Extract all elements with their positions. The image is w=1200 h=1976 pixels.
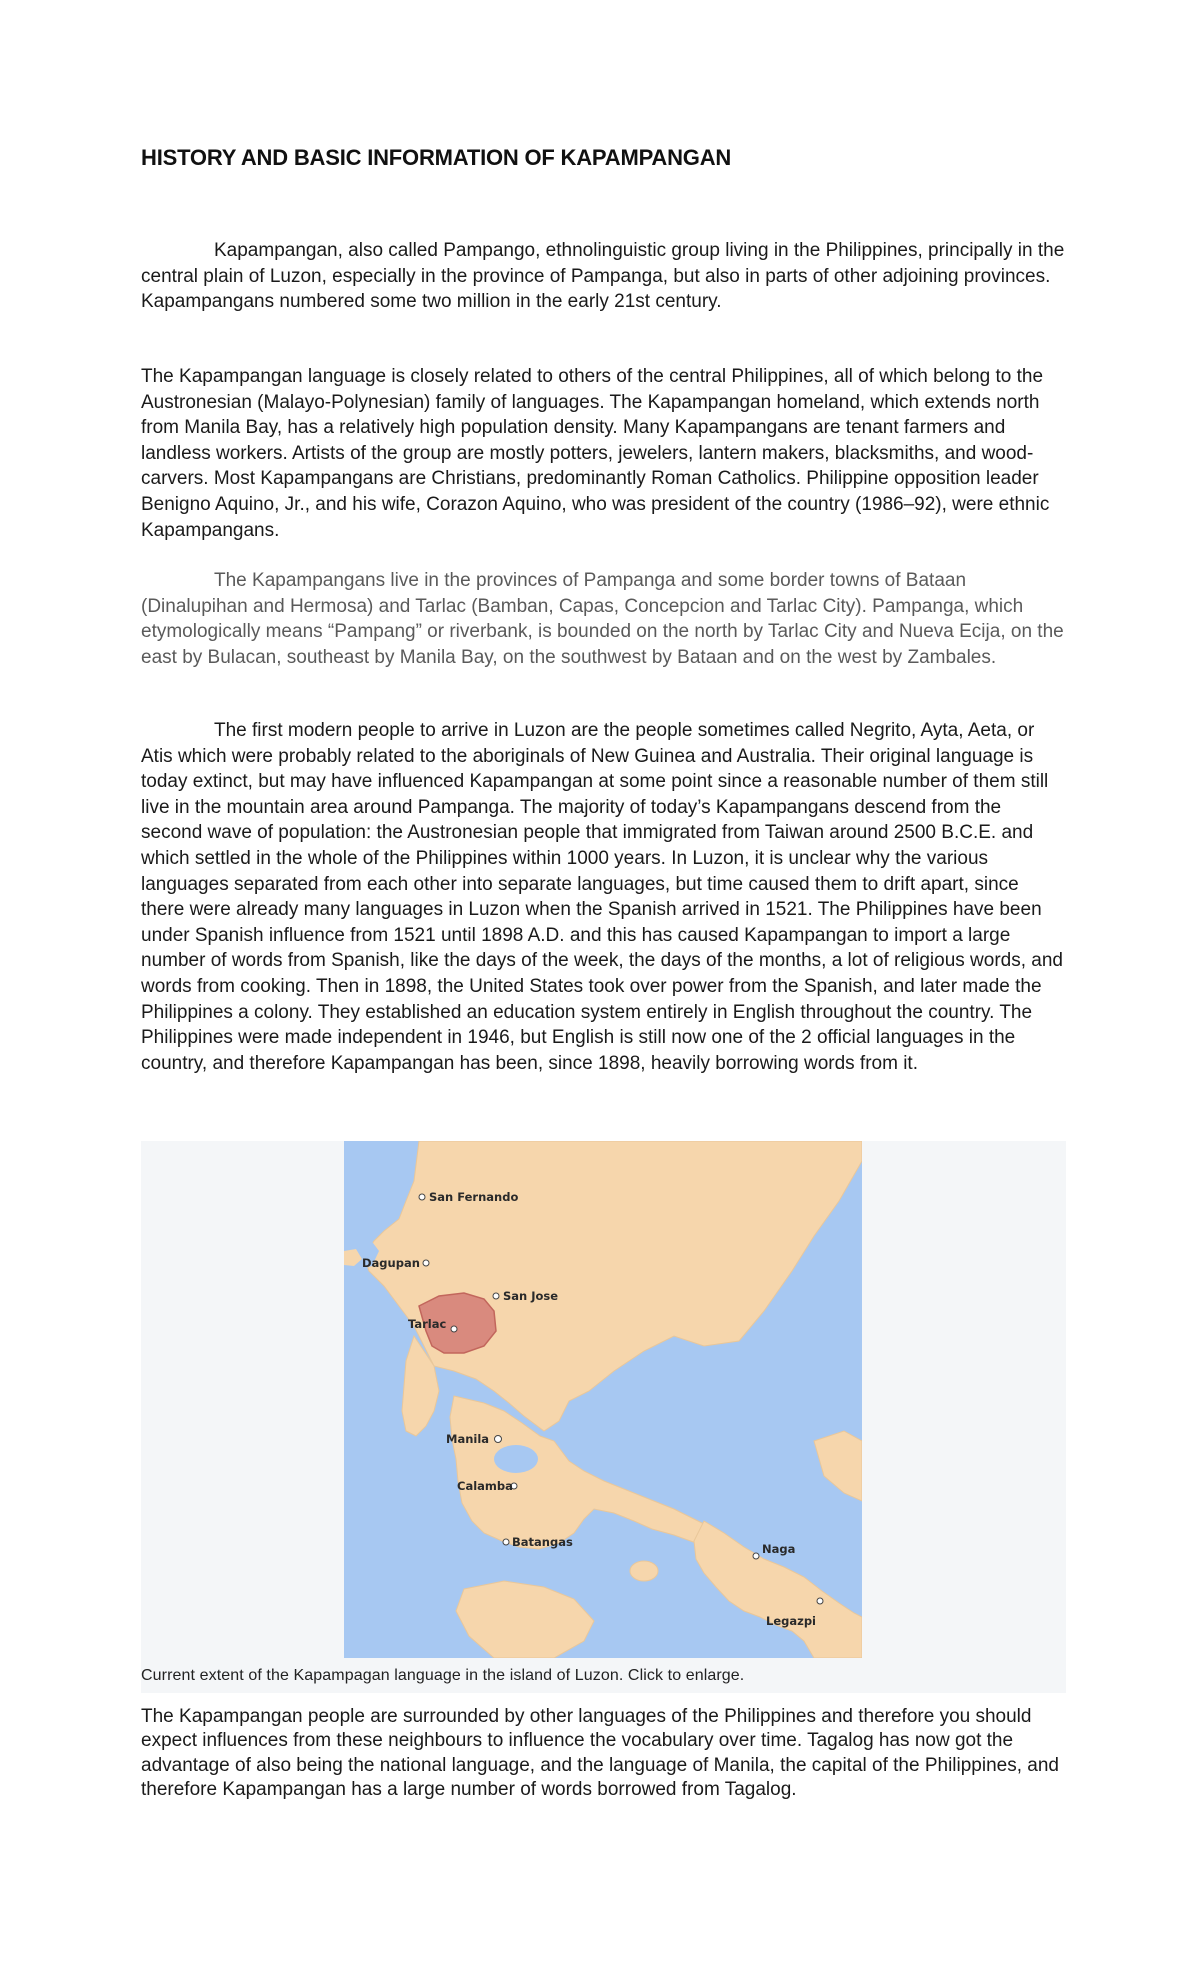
figure-caption: Current extent of the Kapampagan language in the island of Luzon. Click to enlarge. bbox=[141, 1667, 745, 1684]
label-san-jose: San Jose bbox=[503, 1289, 559, 1303]
map-figure bbox=[141, 1141, 1066, 1693]
paragraph-influences: The Kapampangan people are surrounded by other languages of the Philippines and therefore you should expect influences from these neighbours to influence the vocabulary over time. Tagalog has now got the advantage of also being the national language, and the language of Manila, the capital of the Philippines, and therefore Kapampangan has a large number of words borrowed from Tagalog. bbox=[141, 1706, 1059, 1801]
label-naga: Naga bbox=[762, 1542, 796, 1556]
label-dagupan: Dagupan bbox=[362, 1256, 420, 1270]
label-san-fernando: San Fernando bbox=[429, 1190, 519, 1204]
label-manila: Manila bbox=[446, 1432, 490, 1446]
paragraph-language: The Kapampangan language is closely related to others of the central Philippines, all of which belong to the Austronesian (Malayo-Polynesian) family of languages. The Kapampangan homeland, which extends north from Manila Bay, has a relatively high population density. Many Kapampangans are tenant farmers and landless workers. Artists of the group are mostly potters, jewelers, lantern makers, blacksmiths, and wood-carvers. Most Kapampangans are Christians, predominantly Roman Catholics. Philippine opposition leader Benigno Aquino, Jr., and his wife, Corazon Aquino, who was president of the country (1986–92), were ethnic Kapampangans. bbox=[141, 366, 1050, 541]
label-batangas: Batangas bbox=[512, 1535, 573, 1549]
paragraph-history: The first modern people to arrive in Luzon are the people sometimes called Negrito, Ayta, Aeta, or Atis which were probably related to the aboriginals of New Guinea and Australia. Their original language is today extinct, but may have influenced Kapampangan at some point since a reasonable number of them still live in the mountain area around Pampanga. The majority of today’s Kapampangans descend from the second wave of population: the Austronesian people that immigrated from Taiwan around 2500 B.C.E. and which settled in the whole of the Philippines within 1000 years. In Luzon, it is unclear why the various languages separated from each other into separate languages, but time caused them to drift apart, since there were already many languages in Luzon when the Spanish arrived in 1521. The Philippines have been under Spanish influence from 1521 until 1898 A.D. and this has caused Kapampangan to import a large number of words from Spanish, like the days of the week, the days of the months, a lot of religious words, and words from cooking. Then in 1898, the United States took over power from the Spanish, and later made the Philippines a colony. They established an education system entirely in English throughout the country. The Philippines were made independent in 1946, but English is still now one of the 2 official languages in the country, and therefore Kapampangan has been, since 1898, heavily borrowing words from it. bbox=[141, 720, 1063, 1074]
label-tarlac: Tarlac bbox=[408, 1317, 447, 1331]
luzon-language-map[interactable] bbox=[344, 1141, 862, 1658]
paragraph-intro: Kapampangan, also called Pampango, ethnolinguistic group living in the Philippines, principally in the central plain of Luzon, especially in the province of Pampanga, but also in parts of other adjoining provinces. Kapampangans numbered some two million in the early 21st century. bbox=[141, 240, 1065, 313]
label-calamba: Calamba bbox=[457, 1479, 513, 1493]
laguna-lake bbox=[494, 1445, 538, 1473]
label-legazpi: Legazpi bbox=[766, 1614, 816, 1628]
page-title: HISTORY AND BASIC INFORMATION OF KAPAMPANGAN bbox=[141, 145, 732, 170]
paragraph-provinces: The Kapampangans live in the provinces of Pampanga and some border towns of Bataan (Dinalupihan and Hermosa) and Tarlac (Bamban, Capas, Concepcion and Tarlac City). Pampanga, which etymologically means “Pampang” or riverbank, is bounded on the north by Tarlac City and Nueva Ecija, on the east by Bulacan, southeast by Manila Bay, on the southwest by Bataan and on the west by Zambales. bbox=[141, 570, 1064, 668]
